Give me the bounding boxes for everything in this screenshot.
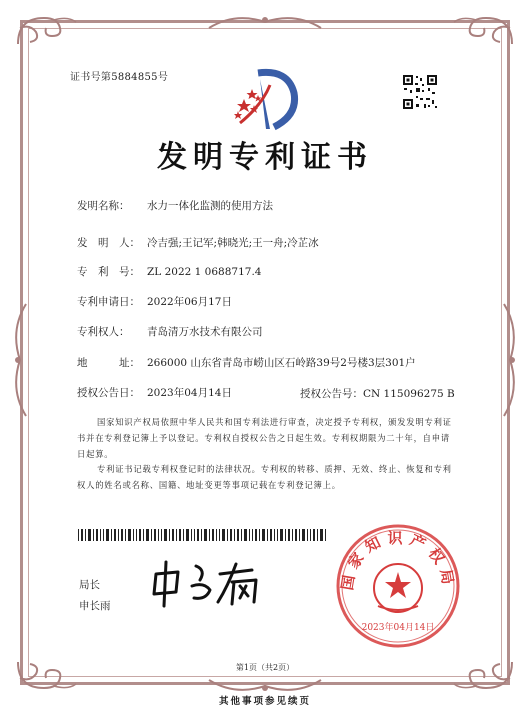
- patentee-row: [77, 325, 263, 339]
- left-edge-ornament: [8, 300, 30, 420]
- invention-name-row: [77, 199, 273, 213]
- grant-number-value: CN 115096275 B: [363, 388, 455, 400]
- grant-date-value: 2023年04月14日: [147, 387, 232, 399]
- address-row: [77, 356, 416, 370]
- certificate-number: 证书号第5884855号: [70, 72, 169, 83]
- patentee-value: 青岛清万水技术有限公司: [147, 326, 263, 338]
- barcode: [78, 529, 328, 541]
- legal-status-paragraph: 专利证书记载专利权登记时的法律状况。专利权的转移、质押、无效、终止、恢复和专利权人的姓名或名称、国籍、地址变更等事项记载在专利登记簿上。: [77, 464, 452, 490]
- inventors-label: 发 明 人：: [77, 237, 140, 249]
- address-value: 266000 山东省青岛市崂山区石岭路39号2号楼3层301户: [147, 357, 416, 369]
- inventors-value: 冷吉强;王记军;韩晓光;王一舟;冷芷冰: [147, 237, 319, 249]
- filing-date-label: 专利申请日：: [77, 296, 140, 308]
- grant-date-label: 授权公告日：: [77, 387, 140, 399]
- address-label: 地 址：: [77, 357, 140, 369]
- right-edge-ornament: [500, 300, 522, 420]
- invention-name-value: 水力一体化监测的使用方法: [147, 200, 273, 212]
- director-name: 申长雨: [79, 600, 111, 612]
- handwritten-signature: [148, 556, 288, 608]
- patent-number-value: ZL 2022 1 0688717.4: [147, 266, 262, 278]
- svg-text:国家知识产权局: 国家知识产权局: [338, 529, 458, 592]
- director-title: 局长: [79, 579, 100, 591]
- grant-statement-paragraph: 国家知识产权局依照中华人民共和国专利法进行审查，决定授予专利权，颁发发明专利证书并在专利登记簿上予以登记。专利权自授权公告之日起生效。专利权期限为二十年，自申请日起算。: [77, 417, 452, 459]
- top-edge-ornament: [205, 10, 325, 32]
- invention-name-label: 发明名称：: [77, 200, 130, 212]
- seal-date: 2023年04月14日: [361, 623, 435, 633]
- patentee-label: 专利权人：: [77, 326, 130, 338]
- corner-ornament-top-left: [14, 14, 78, 48]
- grant-number-label: 授权公告号：: [300, 388, 363, 400]
- inventors-row: [77, 236, 319, 250]
- corner-ornament-top-right: [452, 14, 516, 48]
- qr-code: [402, 74, 438, 110]
- grant-number-row: [300, 386, 455, 401]
- grant-date-row: [77, 386, 232, 400]
- official-seal-stamp: [333, 522, 463, 650]
- patent-number-row: [77, 265, 261, 279]
- certificate-title: 发明专利证书: [157, 140, 373, 175]
- page-number: 第1页（共2页）: [235, 663, 295, 672]
- filing-date-value: 2022年06月17日: [147, 296, 232, 308]
- patent-number-label: 专 利 号：: [77, 266, 140, 278]
- cnipa-logo-icon: [230, 65, 302, 133]
- footer-note: 其他事项参见续页: [218, 696, 311, 707]
- filing-date-row: [77, 295, 232, 309]
